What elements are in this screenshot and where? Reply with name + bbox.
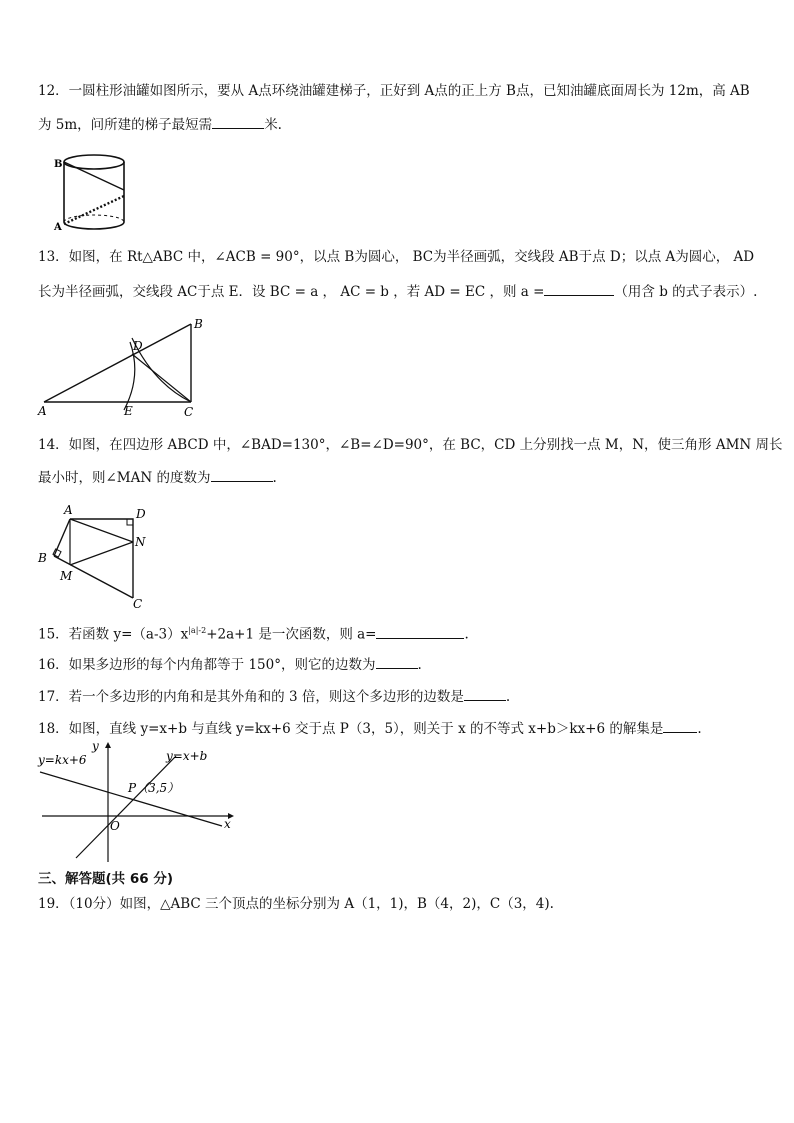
label-n: N bbox=[135, 535, 146, 549]
label-e: E bbox=[124, 404, 133, 418]
q17-line bbox=[38, 686, 510, 706]
answer-blank[interactable] bbox=[212, 114, 264, 129]
label-a: A bbox=[54, 222, 62, 233]
q13-line2 bbox=[38, 281, 757, 301]
origin-label: O bbox=[110, 819, 120, 833]
cylinder-figure bbox=[52, 150, 138, 236]
q18-text-end: . bbox=[697, 721, 702, 737]
label-a: A bbox=[38, 404, 47, 418]
q15-exponent: |a|-2 bbox=[188, 626, 207, 635]
answer-blank[interactable] bbox=[544, 281, 614, 296]
label-c: C bbox=[184, 405, 194, 418]
label-c: C bbox=[133, 597, 143, 611]
answer-blank[interactable] bbox=[211, 467, 273, 482]
label-a: A bbox=[64, 503, 73, 517]
q12-line1: 12．一圆柱形油罐如图所示，要从 A点环绕油罐建梯子，正好到 A点的正上方 B点，已知油罐底面周长为 12m，高 AB bbox=[38, 83, 750, 99]
y-axis-label: y bbox=[92, 739, 99, 753]
q18-text: 18．如图，直线 y=x+b 与直线 y=kx+6 交于点 P（3，5），则关于 x 的不等式 x+b＞kx+6 的解集是 bbox=[38, 721, 664, 737]
quadrilateral-figure bbox=[34, 500, 154, 612]
q12-text: 为 5m，问所建的梯子最短需 bbox=[38, 117, 213, 133]
label-b: B bbox=[38, 551, 47, 565]
q15-text: 15．若函数 y=（a-3）x bbox=[38, 626, 189, 643]
linear-functions-graph bbox=[36, 738, 242, 864]
label-d: D bbox=[133, 339, 143, 353]
point-p-label: P（3,5） bbox=[128, 781, 180, 795]
answer-blank[interactable] bbox=[464, 686, 506, 701]
q16-text: 16．如果多边形的每个内角都等于 150°，则它的边数为 bbox=[38, 657, 376, 673]
label-b: B bbox=[54, 159, 63, 170]
label-m: M bbox=[60, 569, 73, 583]
q16-text-end: . bbox=[417, 657, 422, 673]
label-d: D bbox=[136, 507, 146, 521]
x-axis-label: x bbox=[224, 817, 231, 831]
answer-blank[interactable] bbox=[663, 718, 697, 733]
section-heading: 三、解答题(共 66 分) bbox=[38, 871, 174, 887]
q15-text-mid: +2a+1 是一次函数，则 a= bbox=[206, 626, 377, 643]
q19-line: 19．（10分）如图，△ABC 三个顶点的坐标分别为 A（1，1)，B（4，2)，C（3，4). bbox=[38, 896, 554, 912]
answer-blank[interactable] bbox=[376, 654, 418, 669]
q16-line bbox=[38, 654, 422, 674]
q17-text-end: . bbox=[505, 689, 511, 705]
q14-line1: 14．如图，在四边形 ABCD 中，∠BAD=130°，∠B=∠D=90°，在 BC，CD 上分别找一点 M，N，使三角形 AMN 周长 bbox=[38, 437, 783, 453]
q14-text-end: . bbox=[272, 470, 277, 486]
answer-blank[interactable] bbox=[376, 624, 464, 639]
q15-line bbox=[38, 622, 469, 644]
q13-text: 长为半径画弧，交线段 AC于点 E．设 BC = a ， AC = b ，若 AD = EC ，则 a = bbox=[38, 284, 545, 300]
q14-line2 bbox=[38, 467, 277, 487]
q13-line1: 13．如图，在 Rt△ABC 中，∠ACB = 90°，以点 B为圆心， BC为半径画弧，交线段 AB于点 D；以点 A为圆心， AD bbox=[38, 249, 755, 265]
q12-line2 bbox=[38, 114, 282, 134]
q18-line bbox=[38, 718, 702, 738]
triangle-arc-figure bbox=[36, 312, 206, 418]
line-xb-label: y=x+b bbox=[166, 749, 208, 763]
line-kx-label: y=kx+6 bbox=[38, 753, 87, 767]
q15-text-end: . bbox=[464, 626, 469, 643]
q13-text-end: （用含 b 的式子表示）. bbox=[614, 284, 758, 300]
label-b: B bbox=[194, 317, 203, 331]
q12-text-end: 米. bbox=[264, 117, 282, 133]
q14-text: 最小时，则∠MAN 的度数为 bbox=[38, 470, 211, 486]
q17-text: 17．若一个多边形的内角和是其外角和的 3 倍，则这个多边形的边数是 bbox=[38, 689, 464, 705]
